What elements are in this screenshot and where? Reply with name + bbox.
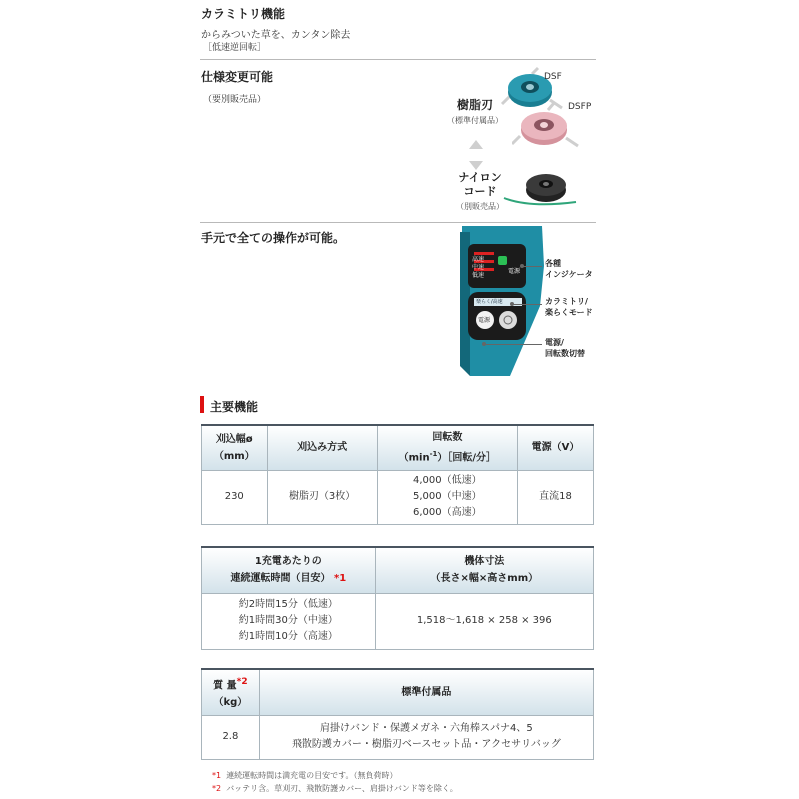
callout-dot <box>482 342 486 346</box>
nylon-label-1: ナイロン <box>458 171 502 184</box>
header-width: 刈込幅ø （mm） <box>202 425 268 470</box>
panel-label-high: 高速 <box>472 256 485 263</box>
section2-sub: （要別販売品） <box>203 95 267 105</box>
swap-arrows-icon <box>466 138 486 172</box>
header-accessories: 標準付属品 <box>259 669 593 715</box>
panel-label-low: 低速 <box>472 272 485 279</box>
panel-label-mode: 楽らく/高速 <box>476 299 503 305</box>
spec-table-2 <box>201 546 594 650</box>
header-rpm: 回転数 $(\min^{-1})[$回転/分］ <box>377 425 517 470</box>
header-dims: 機体寸法 （長さ×幅×高さmm） <box>375 547 593 593</box>
section1-title: カラミトリ機能 <box>201 7 286 21</box>
section1-sub: ［低速逆回転］ <box>203 43 267 53</box>
callout-line <box>522 266 542 267</box>
power-button-label: 電源 <box>478 317 491 324</box>
cell-power: 直流18 <box>517 470 593 524</box>
divider <box>200 222 596 223</box>
callout-indicators: 各種 インジケータ <box>545 259 593 279</box>
callout-power: 電源/ 回転数切替 <box>545 338 585 358</box>
footnote-2: *2 バッテリ含。草刈刃、飛散防護カバー、肩掛けバンド等を除く。 <box>212 784 458 793</box>
callout-dot <box>510 302 514 306</box>
main-features-title: 主要機能 <box>210 400 259 414</box>
nylon-note: （別販売品） <box>456 202 504 211</box>
nylon-head-image <box>500 164 585 214</box>
callout-line <box>484 344 542 345</box>
cell-method: 樹脂刃（3枚） <box>267 470 377 524</box>
header-weight: 質 量*2 （kg） <box>202 669 260 715</box>
header-method: 刈込み方式 <box>267 425 377 470</box>
cell-accessories: 肩掛けバンド・保護メガネ・六角棒スパナ4、5 飛散防護カバー・樹脂刃ベースセット品・アクセサリバッグ <box>259 715 593 759</box>
section2-title: 仕様変更可能 <box>201 70 274 84</box>
cell-runtime: 約2時間15分（低速） 約1時間30分（中速） 約1時間10分（高速） <box>202 593 376 649</box>
cell-dims: 1,518～1,618 × 258 × 396 <box>375 593 593 649</box>
section-marker <box>200 396 204 413</box>
section1-desc: からみついた草を、カンタン除去 <box>201 30 351 41</box>
spec-table-3 <box>201 668 594 760</box>
cell-width: 230 <box>202 470 268 524</box>
panel-label-power: 電源 <box>508 268 521 275</box>
callout-mode: カラミトリ/ 楽らくモード <box>545 297 593 317</box>
spec-table-1 <box>201 424 594 525</box>
header-runtime: 1充電あたりの 連続運転時間（目安） *1 <box>202 547 376 593</box>
nylon-label-2: コード <box>463 185 497 198</box>
section3-title: 手元で全ての操作が可能。 <box>201 231 346 245</box>
cell-weight: 2.8 <box>202 715 260 759</box>
callout-dot <box>520 264 524 268</box>
dsfp-label: DSFP <box>568 102 592 112</box>
blade-note: （標準付属品） <box>447 116 503 125</box>
panel-label-mid: 中速 <box>472 264 485 271</box>
dsf-label: DSF <box>544 72 562 82</box>
cell-rpm: 4,000（低速） 5,000（中速） 6,000（高速） <box>377 470 517 524</box>
callout-line <box>512 304 542 305</box>
blade-label: 樹脂刃 <box>456 98 493 112</box>
footnote-1: *1 連続運転時間は満充電の目安です。（無負荷時） <box>212 771 398 780</box>
header-power: 電源（V） <box>517 425 593 470</box>
divider <box>200 59 596 60</box>
